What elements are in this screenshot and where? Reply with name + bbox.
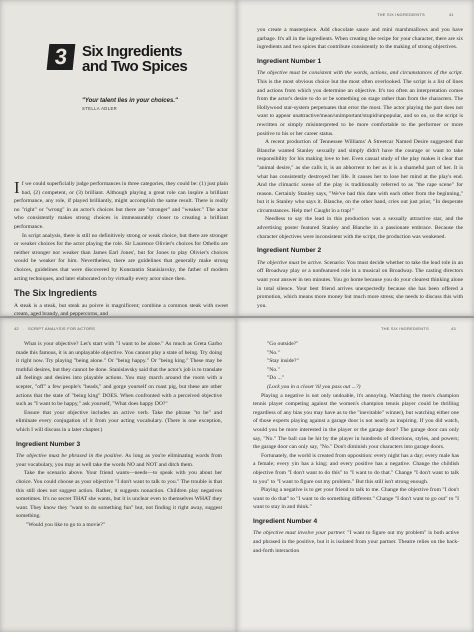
ingredient-4-rule: The objective must involve your partner. bbox=[253, 530, 346, 537]
ingredient-1-heading: Ingredient Number 1 bbox=[257, 57, 322, 65]
running-head: SCRIPT ANALYSIS FOR ACTORS bbox=[28, 326, 95, 331]
dialog-line: "Stay inside?" bbox=[267, 358, 299, 365]
page-number: 41 bbox=[449, 12, 454, 17]
dialog-block bbox=[253, 340, 459, 392]
page-number: 43 bbox=[451, 326, 456, 331]
paragraph: Ensure that your objective includes an active verb. Take the phrase "to be" and eliminate every conjugation of it from your acting vocabulary. (There is one exception, which I will discuss in a later chapter.) bbox=[16, 409, 222, 433]
drop-cap: I bbox=[14, 178, 20, 197]
epigraph-attribution: STELLA ADLER bbox=[82, 106, 118, 111]
ingredient-2-heading: Ingredient Number 2 bbox=[257, 247, 322, 255]
dialog-note: (Lock you in a closet 'til you pass out ...?) bbox=[267, 383, 361, 390]
chapter-title-line-2: and Two Spices bbox=[82, 58, 188, 75]
dialog-line: "Go outside?" bbox=[267, 341, 299, 347]
ingredient-1-body: This is the most obvious choice but the most often overlooked. The script is a list of lines and actions from which you determine an objective. It's too often an interpretation comes from the actor's desire to do or be something on stage rather than from the characters. The Hollywood star-system perpetuates that error the most. The actor playing the part does not want to appear unattractive/mean/unimportant/stupid/unpopular, and so on, so the script is rewritten or simply misinterpreted to be more comfortable to the performer or more positive to his or her career status. bbox=[257, 78, 463, 137]
chapter-title-line-1: Six Ingredients bbox=[82, 43, 183, 60]
page-42-body bbox=[16, 340, 222, 529]
dialog-line: "Do ..." bbox=[267, 375, 284, 382]
dialog-line: "Would you like to go to a movie?" bbox=[26, 521, 106, 528]
paragraph: Take the scenario above. Your friend wants—needs—to speak with you about her choice. You could choose as your objective "I don't want to talk to you." The trouble is that this still does not suggest action. Rather, it suggests nonaction. Children play negatives sometimes. It's no secret THAT she wants, but it is unclear even to themselves WHAT they want. They know they "want to do something fun" but, not finding it right away, suggest something. bbox=[16, 470, 222, 520]
ingredient-2-body: Scenario: You must decide whether to take the lead role in an off Broadway play or a nonfeatured role in a musical on Broadway. The casting directors want your answer in ten minutes. You go home because you do your clearest thinking alone in total silence. Your best friend arrives unexpectedly because she has been offered a promotion, which means more money but much more stress; she needs to discuss this with you. bbox=[257, 259, 463, 309]
running-head: THE SIX INGREDIENTS bbox=[377, 12, 425, 17]
dialog-line: "No." bbox=[267, 366, 280, 373]
running-head: THE SIX INGREDIENTS bbox=[381, 326, 429, 331]
paragraph: In script analysis, there is still no definitively strong or weak choice, but there are stronger or weaker choices for the actor playing the role. Sir Laurence Olivier's choices for Othello are neither stronger nor weaker than James Earl Jones', but for Jones to play Olivier's choices would be weaker for him. Nevertheless, there are guidelines that generally make strong choices, guidelines that were discovered by Konstantin Stanislavsky, the father of modern acting techniques, and later elaborated on by virtually every actor since then. bbox=[14, 232, 228, 282]
page-41-body bbox=[257, 26, 463, 310]
paragraph: Fortunately, the world is created from opposition: every night has a day; every male has a female; every yin has a king; and every positive has a negative. Change the childish objective from "I don't want to do this" to "I want to do that." Change "I don't want to talk to you" to "I want to figure out my problem." But this still isn't strong enough. bbox=[253, 452, 459, 485]
ingredient-2-rule: The objective must be active. bbox=[257, 259, 323, 266]
dialog-line: "No." bbox=[267, 349, 280, 356]
opening-text: f we could superficially judge performances in three categories, they could be: (1) just plain bad, (2) competent, or (3) brilliant. Although playing a great role can inspire a brilliant performance, any role, if played brilliantly, might accomplish the same result. There is really no "right" or "wrong" in an actor's choices but there are "stronger" and "weaker." The actor who consistently makes strong choices is immeasurably closer to creating a brilliant performance. bbox=[14, 181, 228, 230]
paragraph: A steak is a steak, but steak au poivre is magnificent; combine a common steak with sweet cream, aged brandy, and peppercorns, and bbox=[14, 302, 228, 316]
book-page-41 bbox=[237, 0, 474, 316]
ingredient-4-text bbox=[253, 529, 459, 555]
ingredient-3-heading: Ingredient Number 3 bbox=[16, 440, 81, 448]
ingredient-3-rule: The objective must be phrased in the positive. bbox=[16, 453, 124, 460]
ingredient-1-text bbox=[257, 69, 463, 138]
ingredient-2-text bbox=[257, 259, 463, 311]
ingredient-1-rule: The objective must be consistent with the words, actions, and circumstances of the script. bbox=[257, 70, 463, 77]
chapter-number: 3 bbox=[47, 44, 76, 70]
opening-paragraph bbox=[14, 180, 228, 232]
ingredient-4-body: "I want to figure out my problem" is both active and phrased in the positive, but it is isolated from your partner. Theatre relies on the back-and-forth interaction bbox=[253, 530, 460, 554]
page-43-body bbox=[253, 340, 459, 555]
epigraph bbox=[82, 98, 222, 111]
ingredient-4-heading: Ingredient Number 4 bbox=[253, 517, 318, 525]
page-40-body bbox=[14, 180, 228, 316]
paragraph: Needless to say the lead in this production was a sexually attractive star, and the advertising poster featured Stanley and Blanche in a passionate embrace. Because the character objectives were inconsistent with the script, the production was weakened. bbox=[257, 216, 463, 240]
book-page-43 bbox=[237, 318, 474, 632]
paragraph: What is your objective? Let's start with "I want to be alone." As much as Greta Garbo made this famous, it is an unplayable objective. You cannot play a state of being. Try doing it right now. Try playing "being alone." Or "being happy." Or "being king." These may be truthful desires, but they cannot be done. Stanislavsky said that the actor's job is to translate all feelings and desires into playable actions. You may march around the room with a scepter, "off" a few people's "heads," and gorge yourself on roast pig, but these are other actions that the state of "being king" DOES. When confronted with a perceived objective such as "I want to be happy," ask yourself, "What does happy DO?" bbox=[16, 341, 222, 408]
paragraph: A recent production of Tennessee Williams' A Streetcar Named Desire suggested that Blanche wanted Stanley sexually and simply didn't have the courage or want to take responsibility for his making love to her. Even casual study of the play makes it clear that "animal desire," as she calls it, is an abhorrent to her as it is a shameful part of her. It is what has consistently destroyed her life. It causes her to lose her mind at the play's end. And the climactic scene of the play is traditionally referred to as "the rape scene" for reason. Certainly Stanley says, "We've had this date with each other from the beginning," but it is Stanley who says it. Blanche, on the other hand, cries out just prior, "In desperate circumstances. Help me! Caught in a trap!" bbox=[257, 139, 463, 214]
ingredient-3-body: As long as you're eliminating words from your vocabulary, you may as well take the words NO and NOT and ditch them. bbox=[16, 453, 223, 468]
paragraph: Playing a negative is to get your friend to talk to me. Change the objective from "I don't want to do that" to "I want to do something different." Change "I don't want to go out" to "I want to stay in and think." bbox=[253, 487, 459, 511]
paragraph: you create a masterpiece. Add chocolate sauce and mini marshmallows and you have garbage. It's all in the ingredients. When creating the recipe for your character, there are six ingredients and two spices that contribute consistently to the making of strong objectives. bbox=[257, 27, 463, 51]
paragraph: Playing a negative is not only undoable, it's annoying. Watching the men's champion tennis player competing against the women's champion tennis player could be thrilling regardless of any bias you may have as to the "inevitable" winner), but watching either one of those experts playing against a garage door is not nearly as inspiring. If you did watch, would you be more interested in the player or the garage door? The garage door can only say, "No." The ball can be hit by the player in hundreds of directions, styles, and powers; the garage door can only say, "No." Don't diminish your characters into garage doors. bbox=[253, 392, 459, 451]
chapter-title bbox=[82, 44, 222, 74]
epigraph-quote: "Your talent lies in your choices." bbox=[82, 98, 178, 104]
book-page-42 bbox=[0, 318, 237, 632]
book-page-40 bbox=[0, 0, 237, 316]
page-number: 42 bbox=[14, 326, 19, 331]
section-heading: The Six Ingredients bbox=[14, 288, 98, 299]
ingredient-3-text bbox=[16, 452, 222, 469]
